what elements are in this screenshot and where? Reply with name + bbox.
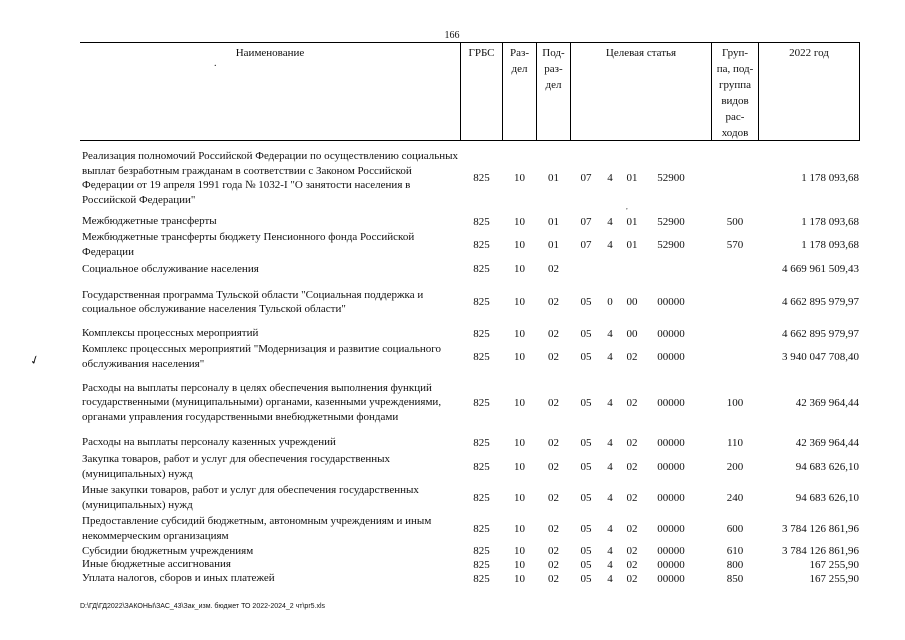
row-t1: 05 <box>580 327 592 340</box>
row-rz: 10 <box>514 460 525 473</box>
row-name: Реализация полномочий Российской Федерации по осуществлению социальных выплат безработным гражданам в соответствии с Законом Российской Федерации от 19 апреля 1991 года № 1032-I "О занятости населения в Российской Федерации" <box>82 150 458 206</box>
row-t3: 00 <box>626 327 638 340</box>
row-t3: 02 <box>626 396 638 409</box>
margin-pen-mark: ✓ <box>27 351 42 369</box>
row-vr <box>712 148 758 208</box>
row-pr: 01 <box>548 172 559 184</box>
row-t4 <box>648 261 694 277</box>
row-rz: 10 <box>514 263 525 275</box>
row-t1: 05 <box>580 558 592 571</box>
row-t1: 05 <box>580 545 592 557</box>
row-sum: 167 255,90 <box>809 572 859 585</box>
table-row <box>80 214 860 229</box>
row-t4: 00000 <box>657 558 685 571</box>
row-t1: 07 <box>580 172 592 184</box>
row-t3: 02 <box>626 522 638 535</box>
row-t2: 0 <box>607 296 613 308</box>
row-vr: 850 <box>726 572 744 585</box>
row-sum: 1 178 093,68 <box>801 215 859 228</box>
header-expense-group: Груп- па, под- группа видов рас- ходов <box>716 47 754 139</box>
row-sum: 1 178 093,68 <box>801 238 859 251</box>
row-t3: 02 <box>626 460 638 473</box>
row-rz: 10 <box>514 522 525 535</box>
row-vr: 110 <box>726 436 744 449</box>
row-grbs: 825 <box>473 436 490 449</box>
row-t1: 07 <box>580 238 592 251</box>
header-grbs: ГРБС <box>468 47 495 59</box>
table-row <box>80 326 860 341</box>
row-t1: 05 <box>580 436 592 449</box>
header-podrazdel: Под- раз- дел <box>542 47 565 91</box>
row-t2: 4 <box>607 522 613 535</box>
row-grbs: 825 <box>473 238 490 251</box>
header-dot: . <box>214 58 217 69</box>
row-rz: 10 <box>514 215 525 228</box>
row-t2: 4 <box>607 327 613 340</box>
row-name: Закупка товаров, работ и услуг для обеспечения государственных (муниципальных) нужд <box>82 453 391 480</box>
row-t1 <box>572 261 600 277</box>
row-vr: 600 <box>726 522 744 535</box>
row-sum: 4 662 895 979,97 <box>782 296 859 308</box>
row-t2: 4 <box>607 436 613 449</box>
row-vr: 570 <box>726 238 744 251</box>
row-grbs: 825 <box>473 296 490 308</box>
row-t1: 05 <box>580 522 592 535</box>
table-row <box>80 230 860 259</box>
row-grbs: 825 <box>473 545 490 557</box>
row-t2: 4 <box>607 396 613 409</box>
row-t3: 01 <box>626 215 638 228</box>
row-t2: 4 <box>607 558 613 571</box>
row-vr: 100 <box>726 396 744 409</box>
row-rz: 10 <box>514 436 525 449</box>
row-pr: 02 <box>548 396 559 409</box>
row-grbs: 825 <box>473 215 490 228</box>
row-name: Межбюджетные трансферты бюджету Пенсионного фонда Российской Федерации <box>82 231 415 258</box>
row-rz: 10 <box>514 558 525 571</box>
row-t4: 00000 <box>657 460 685 473</box>
row-name: Комплексы процессных мероприятий <box>82 327 259 340</box>
row-rz: 10 <box>514 327 525 340</box>
row-vr <box>712 342 758 371</box>
row-t4: 00000 <box>657 436 685 449</box>
header-razdel: Раз- дел <box>509 47 529 75</box>
row-name: Субсидии бюджетным учреждениям <box>82 544 254 557</box>
table-header <box>80 42 860 141</box>
row-pr: 02 <box>548 263 559 275</box>
row-vr: 500 <box>726 215 744 228</box>
row-t1: 05 <box>580 460 592 473</box>
row-grbs: 825 <box>473 558 490 571</box>
row-t2: 4 <box>607 460 613 473</box>
row-t2: 4 <box>607 215 613 228</box>
row-name: Расходы на выплаты персоналу казенных учреждений <box>82 436 336 449</box>
row-grbs: 825 <box>473 350 490 363</box>
table-row <box>80 261 860 277</box>
row-pr: 02 <box>548 350 559 363</box>
row-t2: 4 <box>607 572 613 585</box>
row-grbs: 825 <box>473 572 490 585</box>
row-rz: 10 <box>514 545 525 557</box>
row-t4: 00000 <box>657 296 685 308</box>
row-grbs: 825 <box>473 522 490 535</box>
row-t1: 05 <box>580 396 592 409</box>
row-vr: 240 <box>726 491 744 504</box>
row-t3: 02 <box>626 436 638 449</box>
row-grbs: 825 <box>473 263 490 275</box>
row-t4: 00000 <box>657 327 685 340</box>
row-grbs: 825 <box>473 491 490 504</box>
row-sum: 42 369 964,44 <box>795 396 859 409</box>
row-t2: 4 <box>607 238 613 251</box>
row-t3: 02 <box>626 491 638 504</box>
row-vr: 610 <box>726 545 744 557</box>
table-row <box>80 434 860 451</box>
table-row <box>80 558 860 571</box>
row-grbs: 825 <box>473 396 490 409</box>
row-vr <box>712 261 758 277</box>
row-sum: 3 784 126 861,96 <box>782 522 859 535</box>
row-pr: 02 <box>548 572 559 585</box>
row-rz: 10 <box>514 172 525 184</box>
row-t2: 4 <box>607 172 613 184</box>
row-pr: 02 <box>548 327 559 340</box>
table-row <box>80 342 860 371</box>
row-pr: 02 <box>548 522 559 535</box>
table-row <box>80 372 860 433</box>
row-t2: 4 <box>607 350 613 363</box>
row-vr <box>712 326 758 341</box>
row-t4: 52900 <box>657 238 685 251</box>
row-t4: 00000 <box>657 545 685 557</box>
row-grbs: 825 <box>473 460 490 473</box>
row-t3 <box>620 261 644 277</box>
row-rz: 10 <box>514 296 525 308</box>
row-pr: 02 <box>548 436 559 449</box>
row-grbs: 825 <box>473 172 490 184</box>
row-t3: 01 <box>626 238 638 251</box>
header-target-article: Целевая статья <box>605 47 677 59</box>
row-t2: 4 <box>607 545 613 557</box>
row-name: Социальное обслуживание населения <box>82 262 259 275</box>
row-sum: 3 784 126 861,96 <box>782 545 859 557</box>
row-rz: 10 <box>514 238 525 251</box>
row-t3: 00 <box>626 296 638 308</box>
row-pr: 01 <box>548 238 559 251</box>
row-pr: 02 <box>548 460 559 473</box>
row-name: Комплекс процессных мероприятий "Модернизация и развитие социального обслуживания населения" <box>82 343 442 370</box>
row-t4: 00000 <box>657 572 685 585</box>
row-t3: 02 <box>626 572 638 585</box>
table-row <box>80 544 860 558</box>
row-pr: 02 <box>548 491 559 504</box>
row-name: Предоставление субсидий бюджетным, автономным учреждениям и иным некоммерческим организациям <box>82 515 432 542</box>
row-vr <box>712 284 758 320</box>
table-row <box>80 452 860 481</box>
table-row <box>80 514 860 543</box>
row-rz: 10 <box>514 572 525 585</box>
row-t4: 00000 <box>657 491 685 504</box>
row-t2 <box>603 261 617 277</box>
row-sum: 3 940 047 708,40 <box>782 350 859 363</box>
row-t3: 02 <box>626 558 638 571</box>
row-name: Расходы на выплаты персоналу в целях обеспечения выполнения функций государственными (муниципальными) органами, казенными учреждениями, органами управления государственными внебюджетными фондами <box>82 381 442 423</box>
header-name: Наименование <box>235 47 305 59</box>
row-name: Межбюджетные трансферты <box>82 215 217 228</box>
stray-dot: , <box>626 203 628 211</box>
table-row <box>80 483 860 512</box>
table-row <box>80 148 860 208</box>
row-t1: 05 <box>580 572 592 585</box>
row-pr: 02 <box>548 558 559 571</box>
table-row <box>80 571 860 586</box>
row-sum: 94 683 626,10 <box>795 491 859 504</box>
row-t3: 02 <box>626 350 638 363</box>
row-t4: 52900 <box>657 215 685 228</box>
row-name: Иные бюджетные ассигнования <box>82 558 231 571</box>
row-t3: 02 <box>626 545 638 557</box>
page-number: 166 <box>444 30 460 41</box>
row-t1: 05 <box>580 350 592 363</box>
row-t1: 05 <box>580 296 592 308</box>
row-name: Иные закупки товаров, работ и услуг для обеспечения государственных (муниципальных) нужд <box>82 484 419 511</box>
row-t4: 00000 <box>657 396 685 409</box>
row-vr: 200 <box>726 460 744 473</box>
row-t1: 05 <box>580 491 592 504</box>
header-year: 2022 год <box>789 47 829 59</box>
row-pr: 02 <box>548 545 559 557</box>
row-rz: 10 <box>514 350 525 363</box>
row-pr: 01 <box>548 215 559 228</box>
row-name: Уплата налогов, сборов и иных платежей <box>82 572 275 585</box>
row-sum: 4 662 895 979,97 <box>782 327 859 340</box>
row-sum: 1 178 093,68 <box>801 172 859 184</box>
row-t3: 01 <box>626 172 638 184</box>
row-rz: 10 <box>514 491 525 504</box>
row-sum: 167 255,90 <box>809 558 859 571</box>
row-vr: 800 <box>726 558 744 571</box>
row-sum: 42 369 964,44 <box>795 436 859 449</box>
row-sum: 94 683 626,10 <box>795 460 859 473</box>
row-grbs: 825 <box>473 327 490 340</box>
table-row <box>80 284 860 320</box>
row-sum: 4 669 961 509,43 <box>782 263 859 275</box>
row-t4: 00000 <box>657 350 685 363</box>
row-t1: 07 <box>580 215 592 228</box>
row-t2: 4 <box>607 491 613 504</box>
row-t4: 52900 <box>657 172 685 184</box>
row-pr: 02 <box>548 296 559 308</box>
row-rz: 10 <box>514 396 525 409</box>
row-name: Государственная программа Тульской области "Социальная поддержка и социальное обслуживание населения Тульской области" <box>82 288 424 315</box>
file-path-footer: D:\ГД\ГД2022\ЗАКОНЫ\ЗАС_43\Зак_изм. бюджет ТО 2022-2024_2 чт\pr5.xls <box>80 603 326 610</box>
row-t4: 00000 <box>657 522 685 535</box>
